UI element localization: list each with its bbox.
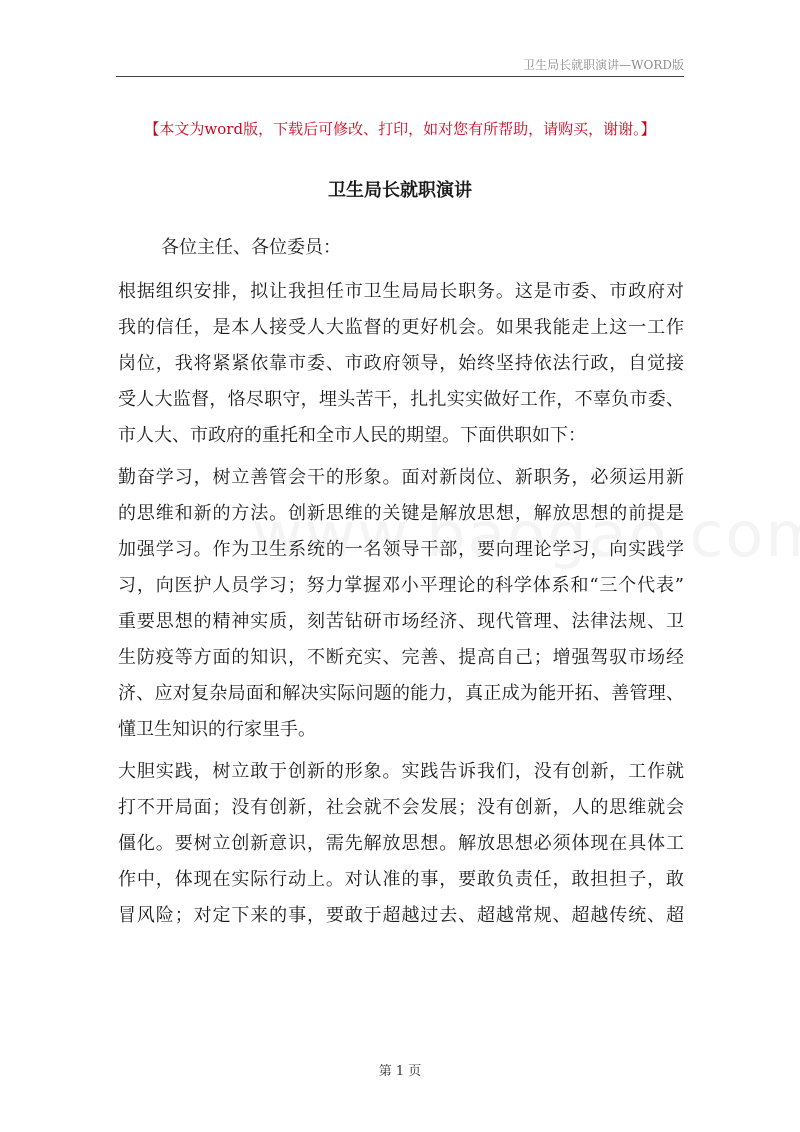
paragraph-3: [118, 754, 684, 934]
text-line: 生防疫等方面的知识，不断充实、完善、提高自己；增强驾驭市场经: [118, 647, 684, 668]
text-line: 根据组织安排，拟让我担任市卫生局局长职务。这是市委、市政府对: [118, 281, 684, 302]
text-line: 济、应对复杂局面和解决实际问题的能力，真正成为能开拓、善管理、: [118, 683, 684, 704]
text-line: 大胆实践，树立敢于创新的形象。实践告诉我们，没有创新，工作就: [118, 761, 684, 782]
text-line: 市人大、市政府的重托和全市人民的期望。下面供职如下：: [118, 425, 586, 446]
text-line: 岗位，我将紧紧依靠市委、市政府领导，始终坚持依法行政，自觉接: [118, 353, 684, 374]
text-line: 的思维和新的方法。创新思维的关键是解放思想，解放思想的前提是: [118, 503, 684, 524]
greeting: 各位主任、各位委员：: [161, 237, 341, 258]
text-line: 我的信任，是本人接受人大监督的更好机会。如果我能走上这一工作: [118, 317, 684, 338]
running-header: 卫生局长就职演讲—WORD版: [523, 58, 684, 72]
paragraph-1: [118, 274, 684, 454]
text-line: 冒风险；对定下来的事，要敢于超越过去、超越常规、超越传统、超: [118, 905, 684, 926]
purchase-notice: 【本文为word版，下载后可修改、打印，如对您有所帮助，请购买，谢谢。】: [144, 120, 656, 138]
text-line: 受人大监督，恪尽职守，埋头苦干，扎扎实实做好工作，不辜负市委、: [118, 389, 684, 410]
document-body: [118, 228, 684, 934]
text-line: 懂卫生知识的行家里手。: [118, 719, 316, 740]
text-line: 僵化。要树立创新意识，需先解放思想。解放思想必须体现在具体工: [118, 833, 684, 854]
text-line: 勤奋学习，树立善管会干的形象。面对新岗位、新职务，必须运用新: [118, 467, 684, 488]
paragraph-2: [118, 460, 684, 748]
text-line: 习，向医护人员学习；努力掌握邓小平理论的科学体系和“三个代表”: [118, 575, 684, 596]
text-line: 加强学习。作为卫生系统的一名领导干部，要向理论学习，向实践学: [118, 539, 684, 560]
header-divider: [116, 76, 684, 77]
document-title: 卫生局长就职演讲: [328, 180, 472, 201]
page-number: 第 1 页: [378, 1064, 422, 1079]
text-line: 重要思想的精神实质，刻苦钻研市场经济、现代管理、法律法规、卫: [118, 611, 684, 632]
text-line: 作中，体现在实际行动上。对认准的事，要敢负责任，敢担担子，敢: [118, 869, 684, 890]
text-line: 打不开局面；没有创新，社会就不会发展；没有创新，人的思维就会: [118, 797, 684, 818]
